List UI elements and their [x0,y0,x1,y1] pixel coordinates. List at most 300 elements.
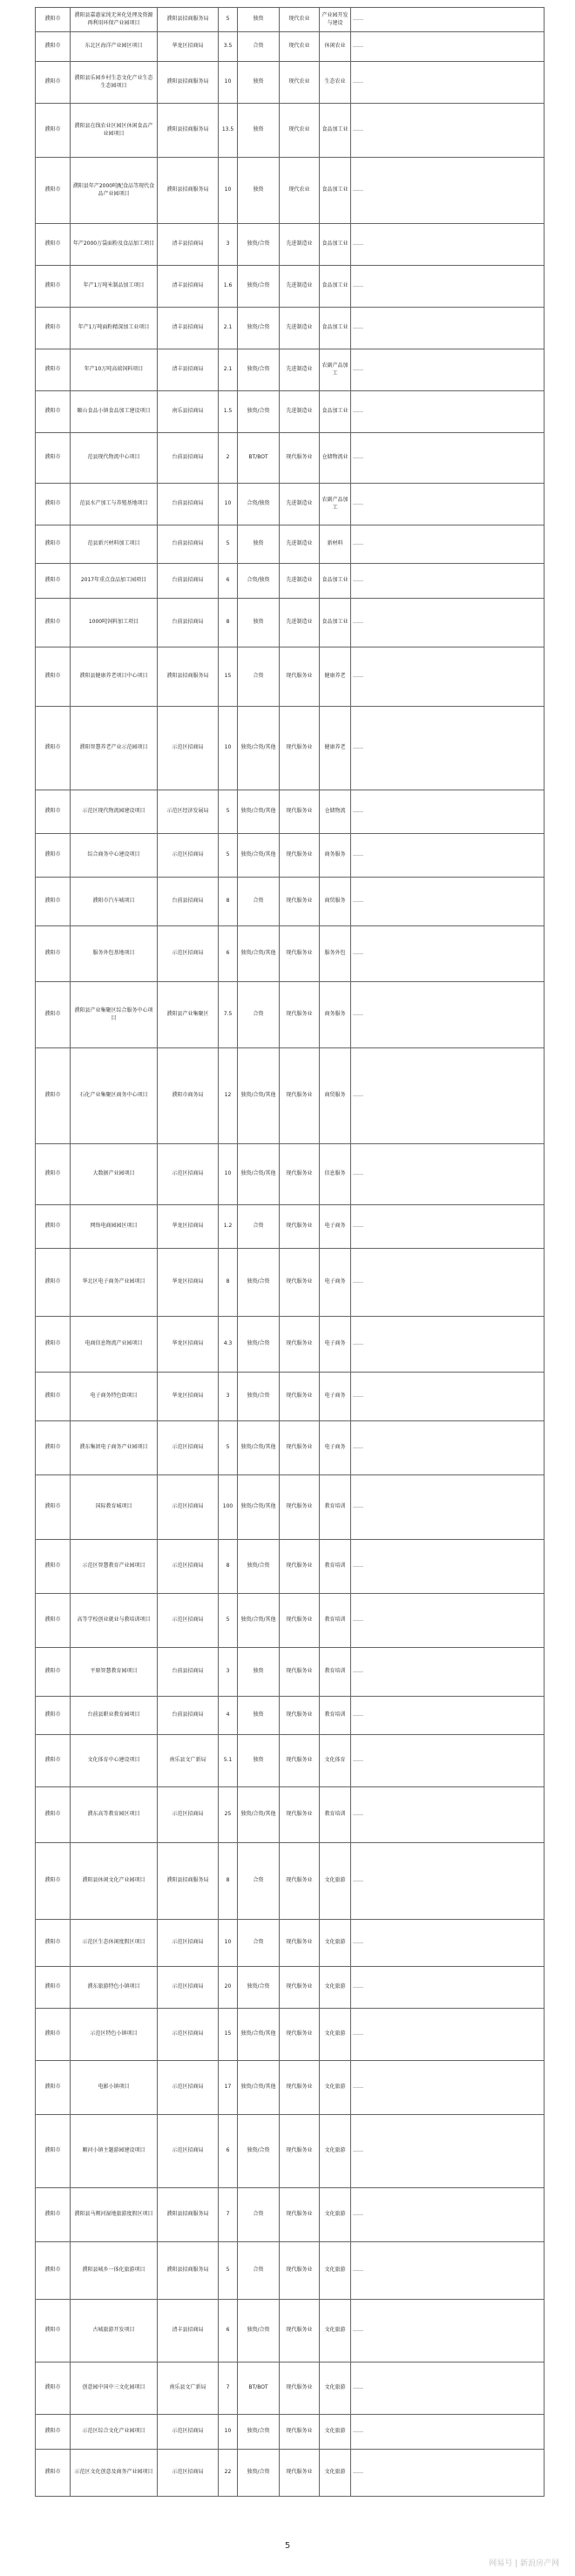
cooperation-mode-cell: 合资 [238,2242,280,2300]
sub-industry-cell: 仓储物流 [320,790,351,834]
project-name-cell: 范县水产加工与养殖基地项目 [71,484,158,525]
project-desc-cell: …… [351,1540,545,1594]
investment-cell: 3 [219,1373,238,1421]
project-name-cell: 濮阳县在线农业区园区休闲食品产业园项目 [71,104,158,158]
investment-cell: 8 [219,1249,238,1317]
contact-unit-cell: 濮阳县招商服务局 [158,2242,219,2300]
city-cell: 濮阳市 [36,2188,71,2242]
contact-unit-cell: 华龙区招商局 [158,1317,219,1373]
industry-cell: 现代服务业 [280,834,320,878]
table-row [36,1540,545,1594]
project-name-cell: 示范区智慧教育产业园项目 [71,1540,158,1594]
table-row [36,599,545,647]
project-desc-cell: …… [351,484,545,525]
table-row [36,707,545,790]
project-name-cell: 濮阳县乐园乡村生态文化产业生态生态园项目 [71,62,158,104]
sub-industry-cell: 农副产品加工 [320,484,351,525]
table-row [36,1421,545,1475]
industry-cell: 现代服务业 [280,2188,320,2242]
industry-cell: 现代服务业 [280,2450,320,2497]
project-name-cell: 年产10万吨高端饲料项目 [71,349,158,391]
investment-cell: 8 [219,1843,238,1920]
contact-unit-cell: 南乐县招商局 [158,391,219,433]
industry-cell: 现代服务业 [280,1967,320,2009]
investment-cell: 12 [219,1048,238,1144]
cooperation-mode-cell: 独资/合资 [238,1317,280,1373]
sub-industry-cell: 食品加工业 [320,158,351,224]
industry-cell: 现代服务业 [280,1048,320,1144]
city-cell: 濮阳市 [36,1205,71,1249]
city-cell: 濮阳市 [36,790,71,834]
industry-cell: 现代服务业 [280,2362,320,2415]
city-cell: 濮阳市 [36,982,71,1048]
city-cell: 濮阳市 [36,391,71,433]
industry-cell: 先进制造业 [280,391,320,433]
contact-unit-cell: 示范区招商局 [158,2415,219,2450]
investment-cell: 8 [219,1540,238,1594]
city-cell: 濮阳市 [36,1648,71,1697]
cooperation-mode-cell: 独资/合资 [238,1967,280,2009]
table-row [36,564,545,599]
city-cell: 濮阳市 [36,926,71,982]
table-row [36,647,545,707]
industry-cell: 先进制造业 [280,564,320,599]
cooperation-mode-cell: 独资 [238,1735,280,1787]
sub-industry-cell: 生态农业 [320,62,351,104]
city-cell: 濮阳市 [36,8,71,32]
table-row [36,1249,545,1317]
cooperation-mode-cell: 独资/合资/其他 [238,707,280,790]
cooperation-mode-cell: 独资/合资 [238,1249,280,1317]
project-desc-cell: …… [351,8,545,32]
project-name-cell: 电影小镇项目 [71,2061,158,2115]
investment-cell: 5 [219,8,238,32]
cooperation-mode-cell: 独资 [238,104,280,158]
table-row [36,1648,545,1697]
sub-industry-cell: 文化旅游 [320,1843,351,1920]
investment-cell: 5 [219,525,238,564]
project-desc-cell: …… [351,104,545,158]
project-name-cell: 平原智慧教育园项目 [71,1648,158,1697]
table-row [36,1475,545,1540]
cooperation-mode-cell: 独资/合资 [238,224,280,266]
investment-cell: 3 [219,224,238,266]
industry-cell: 现代服务业 [280,2242,320,2300]
investment-cell: 7.5 [219,982,238,1048]
sub-industry-cell: 商务服务 [320,982,351,1048]
project-name-cell: 国际教育城项目 [71,1475,158,1540]
contact-unit-cell: 濮阳县产业集聚区 [158,982,219,1048]
sub-industry-cell: 休闲农业 [320,32,351,62]
cooperation-mode-cell: BT/BOT [238,433,280,484]
sub-industry-cell: 食品加工业 [320,391,351,433]
table-row [36,32,545,62]
city-cell: 濮阳市 [36,32,71,62]
project-desc-cell: …… [351,2061,545,2115]
project-name-cell: 创意园中国中三文化园项目 [71,2362,158,2415]
city-cell: 濮阳市 [36,707,71,790]
sub-industry-cell: 商务服务 [320,834,351,878]
city-cell: 濮阳市 [36,104,71,158]
industry-cell: 现代服务业 [280,2300,320,2362]
sub-industry-cell: 教育培训 [320,1594,351,1648]
cooperation-mode-cell: 独资/合资/其他 [238,1787,280,1843]
city-cell: 濮阳市 [36,1787,71,1843]
project-name-cell: 文化体育中心建设项目 [71,1735,158,1787]
page-number: 5 [284,2541,291,2551]
table-row [36,2362,545,2415]
city-cell: 濮阳市 [36,834,71,878]
table-row [36,1144,545,1205]
investment-cell: 20 [219,1967,238,2009]
investment-cell: 15 [219,2009,238,2061]
cooperation-mode-cell: 合资 [238,1843,280,1920]
cooperation-mode-cell: 独资/合资 [238,1373,280,1421]
sub-industry-cell: 文化旅游 [320,2188,351,2242]
contact-unit-cell: 濮阳市商务局 [158,1048,219,1144]
investment-cell: 1.2 [219,1205,238,1249]
contact-unit-cell: 濮阳县招商服务局 [158,2188,219,2242]
project-name-cell: 濮阳县嘉惠家纯无害化处理及资源再利用环保产业园项目 [71,8,158,32]
industry-cell: 现代服务业 [280,2009,320,2061]
city-cell: 濮阳市 [36,564,71,599]
industry-cell: 现代农业 [280,104,320,158]
cooperation-mode-cell: 独资/合资/其他 [238,926,280,982]
cooperation-mode-cell: 独资 [238,62,280,104]
project-desc-cell: …… [351,1421,545,1475]
project-desc-cell: …… [351,1594,545,1648]
industry-cell: 先进制造业 [280,484,320,525]
cooperation-mode-cell: 独资/合资 [238,391,280,433]
contact-unit-cell: 台前县招商局 [158,484,219,525]
contact-unit-cell: 示范区招商局 [158,1967,219,2009]
project-name-cell: 年产2000万袋面粉及食品加工项目 [71,224,158,266]
industry-cell: 现代服务业 [280,926,320,982]
cooperation-mode-cell: 独资/合资/其他 [238,1144,280,1205]
project-desc-cell: …… [351,2188,545,2242]
contact-unit-cell: 清丰县招商局 [158,308,219,349]
city-cell: 濮阳市 [36,1735,71,1787]
investment-cell: 6 [219,2300,238,2362]
project-desc-cell: …… [351,834,545,878]
project-desc-cell: …… [351,707,545,790]
project-name-cell: 综合商务中心建设项目 [71,834,158,878]
sub-industry-cell: 文化旅游 [320,2009,351,2061]
sub-industry-cell: 食品加工业 [320,224,351,266]
investment-cell: 10 [219,1144,238,1205]
project-name-cell: 高等学校创业就业与教培训项目 [71,1594,158,1648]
watermark: 网易号 | 新浪房产网 [489,2559,559,2568]
contact-unit-cell: 台前县招商局 [158,433,219,484]
cooperation-mode-cell: 合资 [238,878,280,926]
project-desc-cell: …… [351,1373,545,1421]
contact-unit-cell: 示范区招商局 [158,1920,219,1967]
contact-unit-cell: 濮阳县招商服务局 [158,62,219,104]
sub-industry-cell: 健康养老 [320,647,351,707]
project-desc-cell: …… [351,599,545,647]
project-name-cell: 电商信息物流产业园项目 [71,1317,158,1373]
contact-unit-cell: 示范区经济发展局 [158,790,219,834]
city-cell: 濮阳市 [36,525,71,564]
table-row [36,8,545,32]
cooperation-mode-cell: 独资/合资 [238,1540,280,1594]
investment-cell: 4 [219,1697,238,1735]
contact-unit-cell: 示范区招商局 [158,2450,219,2497]
contact-unit-cell: 示范区招商局 [158,1787,219,1843]
sub-industry-cell: 商贸服务 [320,878,351,926]
cooperation-mode-cell: 独资/合资/其他 [238,1048,280,1144]
project-desc-cell: …… [351,349,545,391]
table-row [36,525,545,564]
project-desc-cell: …… [351,1475,545,1540]
investment-cell: 3 [219,1648,238,1697]
sub-industry-cell: 食品加工业 [320,599,351,647]
cooperation-mode-cell: 独资 [238,599,280,647]
industry-cell: 现代服务业 [280,1475,320,1540]
sub-industry-cell: 文化体育 [320,1735,351,1787]
investment-cell: 6 [219,564,238,599]
cooperation-mode-cell: 独资/合资 [238,308,280,349]
sub-industry-cell: 教育培训 [320,1648,351,1697]
sub-industry-cell: 电子商务 [320,1317,351,1373]
investment-cell: 1.6 [219,266,238,308]
project-name-cell: 濮东集团电子商务产业园项目 [71,1421,158,1475]
table-row [36,982,545,1048]
contact-unit-cell: 濮阳县招商服务局 [158,104,219,158]
contact-unit-cell: 清丰县招商局 [158,349,219,391]
project-desc-cell: …… [351,2009,545,2061]
project-desc-cell: …… [351,1317,545,1373]
city-cell: 濮阳市 [36,433,71,484]
table-row [36,790,545,834]
table-row [36,1317,545,1373]
contact-unit-cell: 台前县招商局 [158,1648,219,1697]
city-cell: 濮阳市 [36,1920,71,1967]
industry-cell: 现代服务业 [280,1787,320,1843]
industry-cell: 现代服务业 [280,1144,320,1205]
project-name-cell: 顺河小镇主题游园建设项目 [71,2115,158,2188]
sub-industry-cell: 新材料 [320,525,351,564]
sub-industry-cell: 电子商务 [320,1421,351,1475]
project-name-cell: 示范区文化创意及商务产业园项目 [71,2450,158,2497]
sub-industry-cell: 电子商务 [320,1249,351,1317]
table-row [36,2009,545,2061]
project-name-cell: 服务外包基地项目 [71,926,158,982]
investment-cell: 5.1 [219,1735,238,1787]
contact-unit-cell: 示范区招商局 [158,834,219,878]
project-name-cell: 1000吨饲料加工项目 [71,599,158,647]
project-desc-cell: …… [351,2115,545,2188]
cooperation-mode-cell: 独资 [238,1648,280,1697]
cooperation-mode-cell: 独资 [238,525,280,564]
contact-unit-cell: 台前县招商局 [158,1697,219,1735]
project-desc-cell: …… [351,1205,545,1249]
city-cell: 濮阳市 [36,1967,71,2009]
project-name-cell: 颐山食品小镇食品加工建设项目 [71,391,158,433]
project-desc-cell: …… [351,32,545,62]
city-cell: 濮阳市 [36,158,71,224]
project-name-cell: 示范区现代物流园建设项目 [71,790,158,834]
project-desc-cell: …… [351,982,545,1048]
project-desc-cell: …… [351,2450,545,2497]
investment-cell: 10 [219,707,238,790]
project-desc-cell: …… [351,878,545,926]
cooperation-mode-cell: 独资/合资 [238,266,280,308]
investment-cell: 2.1 [219,308,238,349]
investment-cell: 10 [219,2415,238,2450]
project-name-cell: 大数据产业园项目 [71,1144,158,1205]
contact-unit-cell: 台前县招商局 [158,599,219,647]
city-cell: 濮阳市 [36,599,71,647]
investment-cell: 5 [219,834,238,878]
sub-industry-cell: 教育培训 [320,1697,351,1735]
industry-cell: 先进制造业 [280,308,320,349]
sub-industry-cell: 农副产品加工 [320,349,351,391]
industry-cell: 现代服务业 [280,647,320,707]
project-name-cell: 台前县职业教育园项目 [71,1697,158,1735]
sub-industry-cell: 电子商务 [320,1205,351,1249]
industry-cell: 现代服务业 [280,1594,320,1648]
cooperation-mode-cell: 合资 [238,1920,280,1967]
sub-industry-cell: 文化旅游 [320,1920,351,1967]
industry-cell: 现代服务业 [280,1205,320,1249]
investment-cell: 22 [219,2450,238,2497]
city-cell: 濮阳市 [36,878,71,926]
project-name-cell: 范县新兴材料加工项目 [71,525,158,564]
project-name-cell: 2017年重点食品加工园项目 [71,564,158,599]
city-cell: 濮阳市 [36,1144,71,1205]
project-name-cell: 濮阳县健康养老项目中心项目 [71,647,158,707]
contact-unit-cell: 华龙区招商局 [158,1249,219,1317]
table-row [36,2115,545,2188]
contact-unit-cell: 台前县招商局 [158,878,219,926]
project-name-cell: 网络电商园园区项目 [71,1205,158,1249]
investment-cell: 25 [219,1787,238,1843]
contact-unit-cell: 台前县招商局 [158,525,219,564]
table-row [36,1920,545,1967]
investment-cell: 100 [219,1475,238,1540]
project-desc-cell: …… [351,308,545,349]
project-desc-cell: …… [351,391,545,433]
table-row [36,1697,545,1735]
contact-unit-cell: 南乐县文广新局 [158,1735,219,1787]
sub-industry-cell: 文化旅游 [320,2450,351,2497]
table-row [36,1205,545,1249]
project-name-cell: 濮阳智慧养老产业示范园项目 [71,707,158,790]
contact-unit-cell: 南乐县文广新局 [158,2362,219,2415]
project-name-cell: 濮东高等教育园区项目 [71,1787,158,1843]
contact-unit-cell: 濮阳县招商服务局 [158,1843,219,1920]
industry-cell: 现代服务业 [280,1920,320,1967]
project-desc-cell: …… [351,1735,545,1787]
city-cell: 濮阳市 [36,1373,71,1421]
contact-unit-cell: 示范区招商局 [158,2115,219,2188]
city-cell: 濮阳市 [36,2061,71,2115]
sub-industry-cell: 文化旅游 [320,2300,351,2362]
table-row [36,2450,545,2497]
sub-industry-cell: 产业园开发与建设 [320,8,351,32]
cooperation-mode-cell: 合资 [238,982,280,1048]
city-cell: 濮阳市 [36,2115,71,2188]
contact-unit-cell: 清丰县招商局 [158,266,219,308]
table-row [36,2061,545,2115]
contact-unit-cell: 示范区招商局 [158,1540,219,1594]
project-desc-cell: …… [351,1249,545,1317]
city-cell: 濮阳市 [36,62,71,104]
cooperation-mode-cell: 合资 [238,647,280,707]
industry-cell: 现代服务业 [280,433,320,484]
city-cell: 濮阳市 [36,1421,71,1475]
city-cell: 濮阳市 [36,2450,71,2497]
project-name-cell: 濮阳市汽车城项目 [71,878,158,926]
investment-cell: 10 [219,1920,238,1967]
table-row [36,349,545,391]
cooperation-mode-cell: 独资/合资/其他 [238,790,280,834]
industry-cell: 现代农业 [280,32,320,62]
project-table [35,7,545,2497]
sub-industry-cell: 教育培训 [320,1787,351,1843]
project-name-cell: 濮阳县年产2000吨配食品等现代食品产业园项目 [71,158,158,224]
city-cell: 濮阳市 [36,224,71,266]
contact-unit-cell: 华龙区招商局 [158,1373,219,1421]
project-desc-cell: …… [351,2242,545,2300]
investment-cell: 2 [219,433,238,484]
city-cell: 濮阳市 [36,2009,71,2061]
table-row [36,433,545,484]
table-row [36,1843,545,1920]
investment-cell: 17 [219,2061,238,2115]
sub-industry-cell: 食品加工业 [320,564,351,599]
table-row [36,878,545,926]
table-row [36,104,545,158]
table-row [36,391,545,433]
project-name-cell: 范县现代物流中心项目 [71,433,158,484]
sub-industry-cell: 食品加工业 [320,308,351,349]
investment-cell: 6 [219,2115,238,2188]
city-cell: 濮阳市 [36,1249,71,1317]
industry-cell: 现代服务业 [280,1249,320,1317]
cooperation-mode-cell: 独资 [238,1697,280,1735]
cooperation-mode-cell: 独资/合资/其他 [238,1421,280,1475]
sub-industry-cell: 文化旅游 [320,2362,351,2415]
project-desc-cell: …… [351,1787,545,1843]
industry-cell: 现代服务业 [280,1735,320,1787]
project-desc-cell: …… [351,2300,545,2362]
industry-cell: 现代服务业 [280,1648,320,1697]
contact-unit-cell: 濮阳县招商服务局 [158,158,219,224]
table-row [36,1787,545,1843]
project-table-page [35,7,544,2497]
city-cell: 濮阳市 [36,266,71,308]
cooperation-mode-cell: 独资/合资/其他 [238,2009,280,2061]
project-name-cell: 示范区生态休闲度假区项目 [71,1920,158,1967]
project-name-cell: 濮阳县城乡一体化旅游项目 [71,2242,158,2300]
city-cell: 濮阳市 [36,2415,71,2450]
contact-unit-cell: 清丰县招商局 [158,2300,219,2362]
industry-cell: 先进制造业 [280,599,320,647]
project-name-cell: 年产1万吨米制品加工项目 [71,266,158,308]
project-name-cell: 年产1万吨面粉精深加工业项目 [71,308,158,349]
industry-cell: 现代服务业 [280,1421,320,1475]
sub-industry-cell: 电子商务 [320,1373,351,1421]
investment-cell: 4.3 [219,1317,238,1373]
city-cell: 濮阳市 [36,2362,71,2415]
project-desc-cell: …… [351,2362,545,2415]
contact-unit-cell: 示范区招商局 [158,2061,219,2115]
cooperation-mode-cell: 独资 [238,8,280,32]
project-desc-cell: …… [351,926,545,982]
industry-cell: 现代服务业 [280,2415,320,2450]
